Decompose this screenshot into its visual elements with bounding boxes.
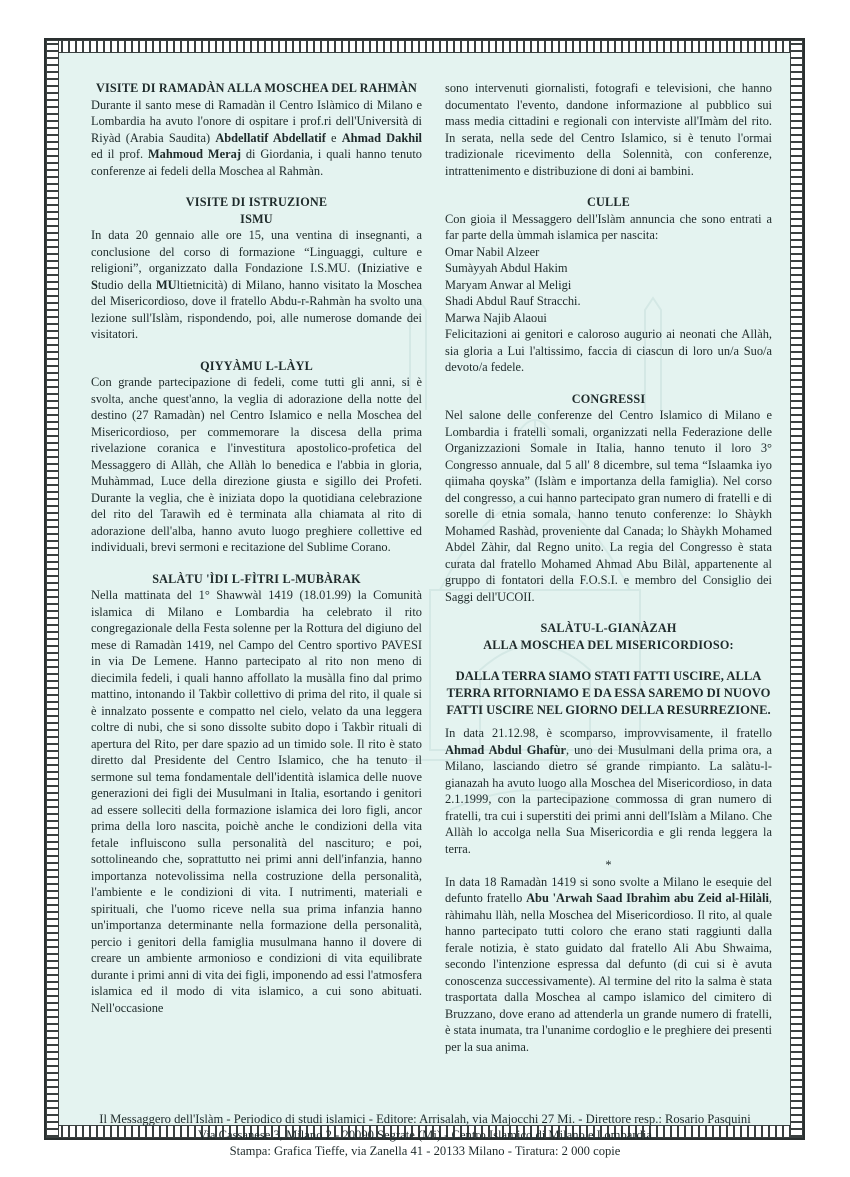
list-item: Omar Nabil Alzeer: [445, 244, 540, 259]
section-title-culle: CULLE: [587, 195, 630, 209]
paragraph-culle-outro: Felicitazioni ai genitori e caloroso augurio ai neonati che Allàh, sia gloria a Lui l'altissimo, faccia di ciascun di loro un/a Suo/a devoto/a fedele.: [445, 327, 772, 374]
right-column: [445, 80, 772, 1055]
section-subtitle-ismu: ISMU: [240, 211, 273, 226]
greek-key-border-right: [790, 40, 803, 1138]
section-title-visite-ramadan: VISITE DI RAMADÀN ALLA MOSCHEA DEL RAHMÀN: [95, 81, 418, 95]
greek-key-border-top: [46, 40, 803, 53]
footer-line-publisher: Il Messaggero dell'Islàm - Periodico di studi islamici - Editore: Arrisalah, via Majocchi 27 Mi. - Direttore resp.: Rosario Pasquini: [99, 1112, 751, 1126]
quran-verse: DALLA TERRA SIAMO STATI FATTI USCIRE, ALLA TERRA RITORNIAMO E DA ESSA SAREMO DI NUOVO FATTI USCIRE NEL GIORNO DELLA RESURREZIONE.: [446, 669, 771, 717]
list-item: Shadi Abdul Rauf Stracchi.: [445, 294, 581, 308]
section-title-congressi: CONGRESSI: [571, 391, 646, 406]
separator-star: *: [605, 858, 612, 872]
colophon-footer: [60, 1112, 790, 1159]
list-item: Maryam Anwar al Meligi: [445, 277, 572, 292]
section-title-salatu-gianazah: SALÀTU-L-GIANÀZAH: [540, 621, 677, 635]
section-subtitle-moschea: ALLA MOSCHEA DEL MISERICORDIOSO:: [483, 637, 734, 652]
paragraph-obituary-1: In data 21.12.98, è scomparso, improvvisamente, il fratello Ahmad Abdul Ghafùr, uno dei Musulmani della prima ora, a Milano, lasciando dietro sé grande rimpianto. La salàtu-l-gianazah ha avuto luogo alla Moschea del Misericordioso, in data 2.1.1999, con la partecipazione commossa di gran numero di fratelli, tra cui i superstiti dei primi anni dell'Islàm a Milano. Che Allàh lo accolga nella Sua Misericordia e gli renda leggera la terra.: [445, 726, 772, 856]
footer-line-printer: Stampa: Grafica Tieffe, via Zanella 41 - 20133 Milano - Tiratura: 2 000 copie: [229, 1143, 621, 1158]
paragraph-qiyyamu: Con grande partecipazione di fedeli, come tutti gli anni, si è svolta, anche quest'anno, la veglia di adorazione della notte del destino (27 Ramadàn) nel Centro Islamico e nella Moschea del Misericordioso, per commemorare la discesa della prima rivelazione coranica e l'investitura apostolico-profetica del Messaggero di Allàh, che Allàh lo benedica e l'abbia in gloria, Muhàmmad, Luce della direzione giusta e sigillo dei Profeti. Durante la veglia, che è iniziata dopo la quotidiana celebrazione del rito del Tarawìh ed è terminata alla chiamata al rito di adorazione dell'alba, hanno avuto luogo preghiere collettive ed individuali, brevi sermoni e recitazione del Sublime Corano.: [91, 375, 422, 554]
paragraph-salatu-idi: Nella mattinata del 1° Shawwàl 1419 (18.01.99) la Comunità islamica di Milano e Lombardia ha celebrato il rito congregazionale della Festa solenne per la Rottura del digiuno del mese di Ramadàn 1419, nel Campo del Centro sportivo PAVESI in via De Lemene. Hanno partecipato al rito non meno di diecimila fedeli, i quali hanno affollato la musàlla fino dal primo mattino, intonando il Takbìr collettivo di prima del rito, il quale si è innalzato possente e compatto nel cielo, velato da una leggera coltre di nubi, che si sono dissolte subito dopo i Takbìr rituali di apertura del Rito, per dare spazio ad un timido sole. Il rito è stato diretto dal Presidente del Centro Islamico, che ha tenuto il sermone sul tema fondamentale dell'identità islamica delle nuove generazioni dei figli dei Musulmani in Italia, esortando i genitori ad essere solleciti della formazione islamica dei loro figli, ancor prima della loro nascita, poichè anche le condizioni della vita fetale influiscono sulla personalità del nascituro; e poi, sottolineando che, soprattutto nei primi anni dell'infanzia, hanno importanza notevolissima nella costruzione della personalità, l'ambiente e le condizioni di vita. I nutrimenti, materiali e spirituali, che l'uomo riceve nella sua prima infanzia hanno un'importanza determinante nella formazione della personalità, percio i genitori della famiglia musulmana hanno il dovere di creare un ambiente armonioso e condizioni di vita equilibrate durante i primi anni di vita dei figli, imponendo ad essi l'atmosfera islamica ed il modo di vita islamico, a cui sono abituati. Nell'occasione: [91, 588, 422, 1015]
paragraph-culle-intro: Con gioia il Messaggero dell'Islàm annuncia che sono entrati a far parte della ùmmah islamica per nascita:: [445, 211, 772, 242]
list-item: Marwa Najib Alaoui: [445, 310, 547, 325]
left-column: [91, 80, 422, 1016]
section-title-visite-istruzione: VISITE DI ISTRUZIONE: [185, 195, 328, 209]
paragraph-visite-istruzione: In data 20 gennaio alle ore 15, una ventina di insegnanti, a conclusione del corso di formazione “Linguaggi, culture e religioni”, organizzato dalla Fondazione I.S.MU. (Iniziative e Studio della MUltietnicità) di Milano, hanno visitato la Moschea del Misericordioso, dove il fratello Abdu-r-Rahmàn ha svolto una lezione sull'Islàm, rispondendo, poi, alle numerose domande dei visitatori.: [91, 228, 423, 341]
section-title-salatu-idi: SALÀTU 'ÌDI L-FÌTRI L-MUBÀRAK: [152, 571, 361, 586]
section-title-qiyyamu: QIYYÀMU L-LÀYL: [200, 358, 313, 373]
footer-line-address: Via Cassanese 3, Milano 2 - 20090 Segrate (Mi) - Centro Islamico di Milano e Lombardia: [198, 1127, 652, 1142]
births-list: [445, 244, 772, 327]
list-item: Sumàyyah Abdul Hakim: [445, 261, 568, 275]
paragraph-congressi: Nel salone delle conferenze del Centro Islamico di Milano e Lombardia i fratelli somali, organizzati nella Federazione delle Organizzazioni Somale in Italia, hanno tenuto il loro 3° Congresso annuale, dal 5 all' 8 dicembre, sul tema “Islaamka iyo qiimaha qoyska” (Islàm e importanza della famiglia). Nel corso del congresso, a cui hanno partecipato gran numero di fratelli e di sorelle di etnia somala, hanno tenuto conferenze: lo Shàykh Mohamed Rashàd, proveniente dal Canada; lo Shàykh Mohamed Abdel Zàhir, dal Regno unito. La regia del Congresso è stata curata dal fratello Mohamed Ahmad Abu Bilàl, appartenente al gruppo di fontatori della F.O.S.I. e membro del Consiglio dei Saggi dell'UCOII.: [445, 408, 772, 604]
paragraph-continuation: sono intervenuti giornalisti, fotografi e televisioni, che hanno documentato l'evento, dandone informazione al pubblico sui mass media cittadini e regionali con interviste all'Imàm del rito. In serata, nella sede del Centro Islamico, si è tenuto l'ormai tradizionale ricevimento della Solennità, con conferenze, intrattenimento e distribuzione di doni ai bambini.: [445, 81, 772, 178]
paragraph-visite-ramadan: Durante il santo mese di Ramadàn il Centro Islàmico di Milano e Lombardia ha avuto l'onore di ospitare i prof.ri dell'Università di Riyàd (Arabia Saudita) Abdellatif Abdellatif e Ahmad Dakhil ed il prof. Mahmoud Meraj di Giordania, i quali hanno tenuto conferenze ai fedeli della Moschea al Rahmàn.: [91, 97, 422, 178]
paragraph-obituary-2: In data 18 Ramadàn 1419 si sono svolte a Milano le esequie del defunto fratello Abu 'Arwah Saad Ibrahìm abu Zeid al-Hilàli, ràhimahu llàh, nella Moschea del Misericordioso. Il rito, al quale hanno partecipato tutti coloro che erano stati raggiunti dalla ferale notizia, è stato guidato dal fratello Ali Abu Shwaima, secondo l'intenzione espressa dal defunto (di cui si è avuta conoscenza successivamente). Al termine del rito la salma è stata trasportata dalla Moschea al campo islamico del cimitero di Bruzzano, dove erano ad attenderla un grande numero di fratelli, è stata inumata, tra l'unanime cordoglio e le preghiere dei presenti per la sua anima.: [445, 874, 772, 1054]
greek-key-border-left: [46, 40, 59, 1138]
